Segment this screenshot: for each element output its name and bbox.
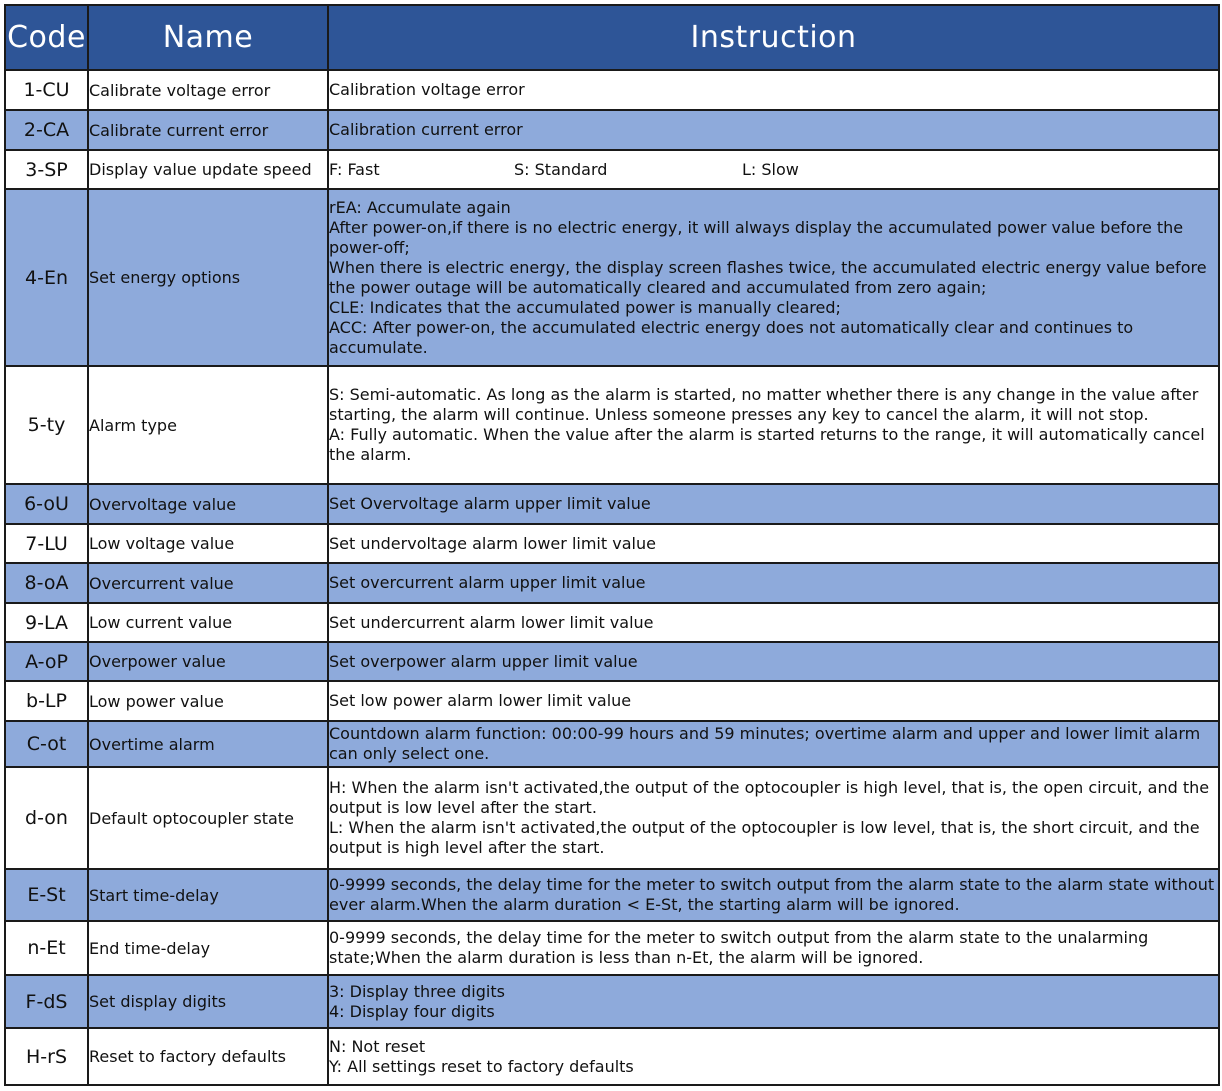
row-instruction [328,681,1219,721]
instruction-line: rEA: Accumulate again [329,197,511,217]
table-row [5,563,1219,603]
row-name: Calibrate voltage error [88,70,328,110]
row-name: Reset to factory defaults [88,1028,328,1085]
instruction-line: Set Overvoltage alarm upper limit value [329,494,651,513]
table-row [5,1028,1219,1085]
instruction-line: S: Semi-automatic. As long as the alarm is started, no matter whether there is any change in the value after starting, the alarm will continue. Unless someone presses any key to cancel the alarm, it will not stop. [329,385,1199,424]
instruction-line: Set low power alarm lower limit value [329,691,632,710]
instruction-line: H: When the alarm isn't activated,the output of the optocoupler is high level, that is, the open circuit, and the output is low level after the start. [329,778,1210,817]
instruction-line: Set overpower alarm upper limit value [329,651,638,671]
header-code: Code [5,5,88,70]
table-row [5,975,1219,1028]
table-row [5,642,1219,681]
table-row [5,869,1219,921]
row-code: A-oP [5,642,88,681]
row-instruction [328,767,1219,869]
row-instruction [328,721,1219,767]
instruction-line: 3: Display three digits [329,981,505,1001]
instruction-line: When there is electric energy, the display screen flashes twice, the accumulated electric energy value before the power outage will be automatically cleared and accumulated from zero again; [329,257,1207,297]
instruction-line: 0-9999 seconds, the delay time for the meter to switch output from the alarm state to the unalarming state;When the alarm duration is less than n-Et, the alarm will be ignored. [329,928,1149,967]
row-instruction [328,484,1219,524]
table-row [5,681,1219,721]
row-name: Set energy options [88,189,328,366]
row-name: End time-delay [88,921,328,975]
row-code: b-LP [5,681,88,721]
row-code: 4-En [5,189,88,366]
table-row [5,921,1219,975]
table-row [5,150,1219,189]
row-name: Alarm type [88,366,328,484]
row-instruction [328,70,1219,110]
row-instruction [328,563,1219,603]
row-code: F-dS [5,975,88,1028]
table-row [5,524,1219,563]
instruction-line: ACC: After power-on, the accumulated electric energy does not automatically clear and continues to accumulate. [329,317,1134,357]
row-code: 1-CU [5,70,88,110]
row-code: 7-LU [5,524,88,563]
table-row [5,721,1219,767]
table-row [5,366,1219,484]
row-name: Low power value [88,681,328,721]
parameter-code-table [4,4,1220,1086]
instruction-line: 0-9999 seconds, the delay time for the meter to switch output from the alarm state to the alarm state without ever alarm.When the alarm duration < E-St, the starting alarm will be ignored. [329,875,1215,914]
row-instruction [328,110,1219,150]
instruction-line: A: Fully automatic. When the value after the alarm is started returns to the range, it will automatically cancel the alarm. [329,425,1205,464]
row-name: Overcurrent value [88,563,328,603]
row-instruction [328,642,1219,681]
instruction-line: Set undercurrent alarm lower limit value [329,612,654,632]
row-instruction [328,921,1219,975]
table-row [5,110,1219,150]
row-instruction [328,189,1219,366]
header-instruction: Instruction [328,5,1219,70]
table-body [5,70,1219,1085]
table-row [5,767,1219,869]
row-name: Calibrate current error [88,110,328,150]
row-instruction [328,366,1219,484]
instruction-line: N: Not reset [329,1036,426,1056]
row-code: 2-CA [5,110,88,150]
row-code: 6-oU [5,484,88,524]
header-name: Name [88,5,328,70]
row-code: C-ot [5,721,88,767]
row-instruction [328,150,1219,189]
row-name: Set display digits [88,975,328,1028]
row-code: 9-LA [5,603,88,642]
row-name: Default optocoupler state [88,767,328,869]
row-code: 5-ty [5,366,88,484]
table-row [5,189,1219,366]
row-code: E-St [5,869,88,921]
row-name: Overpower value [88,642,328,681]
row-name: Low current value [88,603,328,642]
instruction-line: 4: Display four digits [329,1001,495,1021]
row-instruction [328,869,1219,921]
instruction-line: Calibration current error [329,120,523,139]
table-row [5,603,1219,642]
instruction-line: Y: All settings reset to factory defaults [329,1056,634,1076]
row-code: H-rS [5,1028,88,1085]
row-name: Low voltage value [88,524,328,563]
row-code: d-on [5,767,88,869]
table-row [5,70,1219,110]
row-code: 8-oA [5,563,88,603]
row-name: Start time-delay [88,869,328,921]
instruction-line: Calibration voltage error [329,80,525,99]
row-instruction [328,975,1219,1028]
table-header-row [5,5,1219,70]
row-name: Overtime alarm [88,721,328,767]
row-code: 3-SP [5,150,88,189]
row-instruction [328,1028,1219,1085]
instruction-line: Set overcurrent alarm upper limit value [329,573,646,592]
row-name: Display value update speed [88,150,328,189]
speed-option: F: Fast [329,159,380,179]
instruction-line: After power-on,if there is no electric energy, it will always display the accumulated power value before the power-off; [329,217,1184,257]
instruction-line: CLE: Indicates that the accumulated power is manually cleared; [329,297,841,317]
speed-option: L: Slow [742,159,799,179]
table-row [5,484,1219,524]
instruction-line: Countdown alarm function: 00:00-99 hours and 59 minutes; overtime alarm and upper and lower limit alarm can only select one. [329,724,1201,763]
row-name: Overvoltage value [88,484,328,524]
row-instruction [328,603,1219,642]
instruction-line: Set undervoltage alarm lower limit value [329,533,656,553]
row-instruction [328,524,1219,563]
row-code: n-Et [5,921,88,975]
speed-option: S: Standard [514,159,608,179]
instruction-line: L: When the alarm isn't activated,the output of the optocoupler is low level, that is, the short circuit, and the output is high level after the start. [329,818,1200,857]
